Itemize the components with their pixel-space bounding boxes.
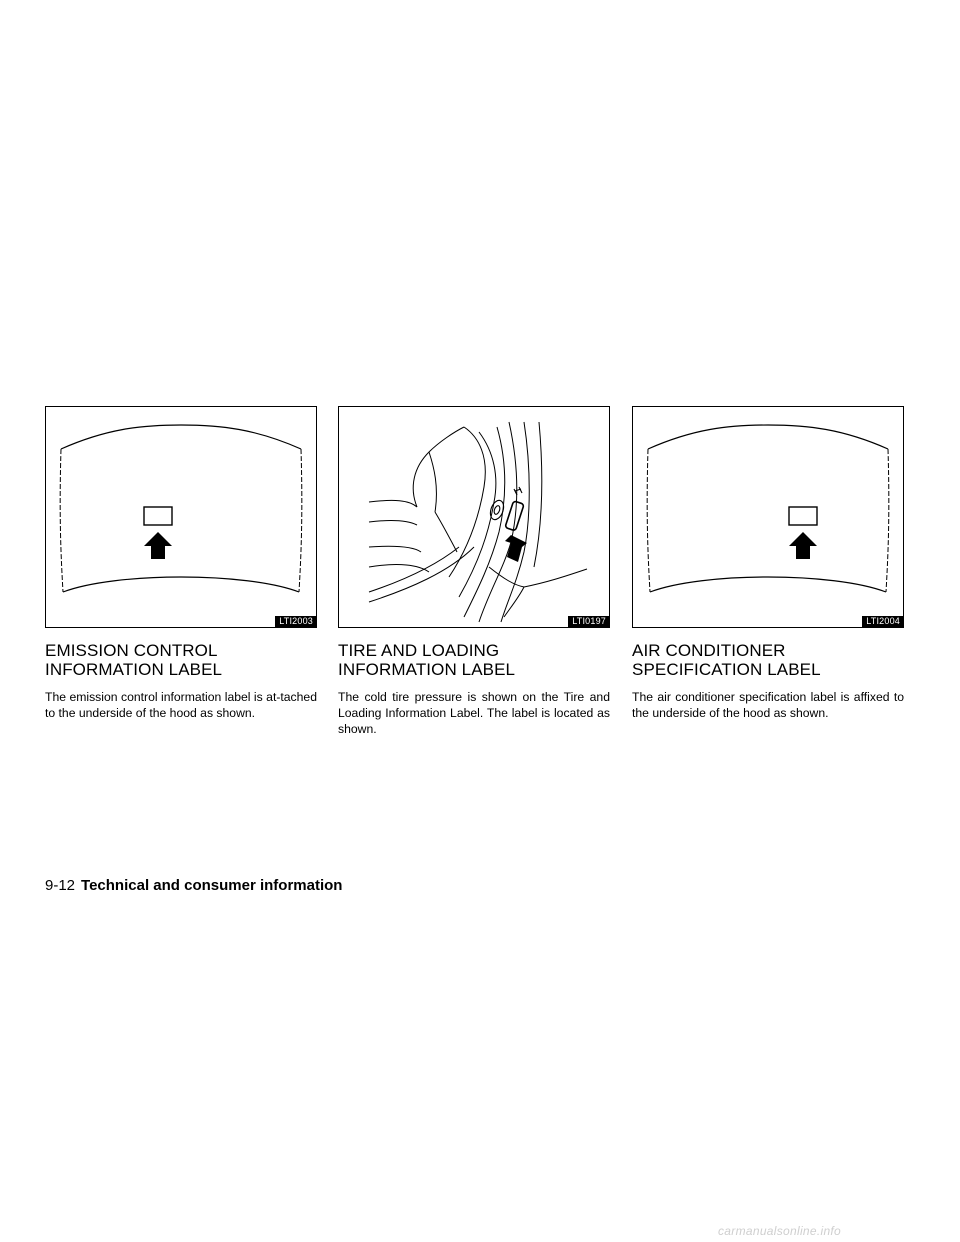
section-body: The cold tire pressure is shown on the Tire and Loading Information Label. The label is located as shown. — [338, 690, 610, 736]
pillar-drawing — [339, 407, 609, 627]
arrow-up-icon — [789, 532, 817, 559]
arrow-up-icon — [144, 532, 172, 559]
page-number: 9-12 — [45, 877, 76, 894]
section-body: The emission control information label is at-tached to the underside of the hood as shown. — [45, 690, 317, 720]
ac-label-section — [632, 406, 904, 721]
label-marker — [144, 507, 172, 525]
emission-label-section — [45, 406, 317, 721]
door-pillar-illustration — [338, 406, 610, 628]
tire-label-marker — [505, 501, 524, 531]
section-body: The air conditioner specification label is affixed to the underside of the hood as shown. — [632, 690, 904, 720]
watermark: carmanualsonline.info — [718, 1224, 842, 1238]
figure-code: LTI2004 — [862, 616, 903, 627]
figure-code: LTI0197 — [568, 616, 609, 627]
page-footer — [45, 877, 342, 894]
figure-code: LTI2003 — [275, 616, 316, 627]
section-heading: EMISSION CONTROL INFORMATION LABEL — [45, 641, 223, 679]
chapter-title: Technical and consumer information — [81, 877, 343, 894]
hood-drawing — [46, 407, 316, 627]
hood-illustration — [632, 406, 904, 628]
label-marker — [789, 507, 817, 525]
section-heading: AIR CONDITIONER SPECIFICATION LABEL — [632, 641, 821, 679]
tire-label-section — [338, 406, 610, 737]
section-heading: TIRE AND LOADING INFORMATION LABEL — [338, 641, 516, 679]
hood-drawing — [633, 407, 903, 627]
hood-illustration — [45, 406, 317, 628]
arrow-up-icon — [505, 535, 527, 562]
